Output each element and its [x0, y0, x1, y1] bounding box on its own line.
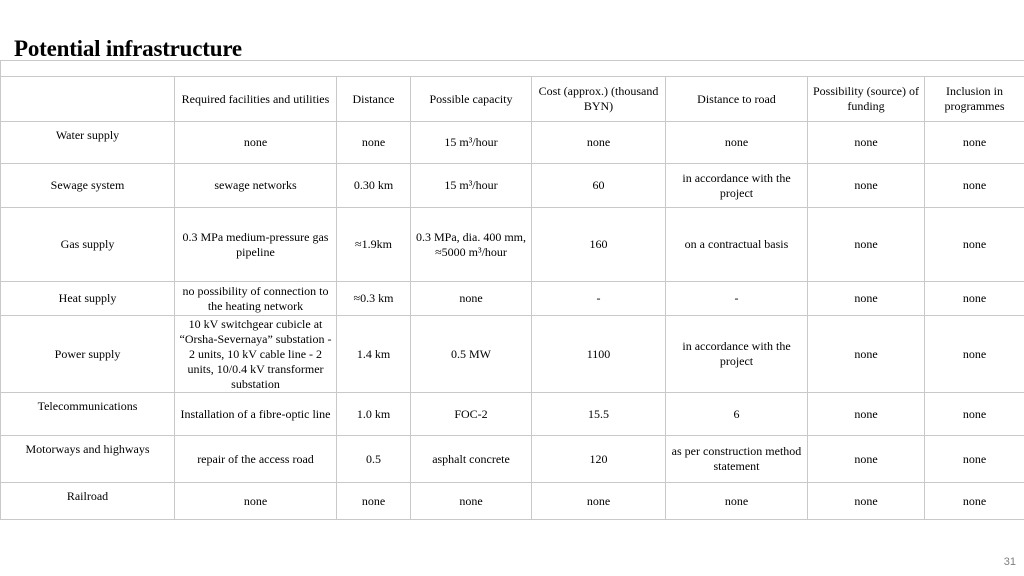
row-name-cell: Water supply — [1, 122, 175, 164]
page-title: Potential infrastructure — [14, 36, 242, 61]
header-cell: Distance to road — [666, 77, 808, 122]
table-cell: on a contractual basis — [666, 208, 808, 282]
table-cell: 15.5 — [532, 393, 666, 436]
table-row — [1, 122, 1024, 164]
row-name-cell: Heat supply — [1, 282, 175, 316]
header-cell: Distance — [337, 77, 411, 122]
table-cell: none — [411, 483, 532, 520]
table-cell: ≈1.9km — [337, 208, 411, 282]
table-cell: 6 — [666, 393, 808, 436]
row-name-cell: Railroad — [1, 483, 175, 520]
table-header-row — [1, 77, 1024, 122]
table-cell: 1100 — [532, 316, 666, 393]
table-cell: 15 m³/hour — [411, 164, 532, 208]
table-row — [1, 282, 1024, 316]
table-cell: none — [175, 483, 337, 520]
table-cell: 120 — [532, 436, 666, 483]
table-cell: 15 m³/hour — [411, 122, 532, 164]
row-name-cell: Sewage system — [1, 164, 175, 208]
table-spacer-row — [1, 61, 1024, 77]
table-cell: none — [808, 122, 925, 164]
table-cell: none — [666, 483, 808, 520]
table-cell: ≈0.3 km — [337, 282, 411, 316]
table-cell: none — [532, 483, 666, 520]
table-cell: none — [925, 208, 1024, 282]
header-cell — [1, 77, 175, 122]
table-cell: none — [337, 483, 411, 520]
row-name-cell: Power supply — [1, 316, 175, 393]
table-cell: none — [808, 393, 925, 436]
table-cell: none — [808, 208, 925, 282]
table-cell: none — [808, 282, 925, 316]
table-cell: 0.30 km — [337, 164, 411, 208]
table-cell: 0.5 MW — [411, 316, 532, 393]
table-cell: none — [411, 282, 532, 316]
table-cell: none — [666, 122, 808, 164]
table-row — [1, 393, 1024, 436]
table-cell: 0.3 MPa medium-pressure gas pipeline — [175, 208, 337, 282]
table-row — [1, 164, 1024, 208]
header-cell: Inclusion in programmes — [925, 77, 1024, 122]
table-row — [1, 208, 1024, 282]
table-cell: none — [925, 122, 1024, 164]
table-cell: FOC-2 — [411, 393, 532, 436]
table-cell: 1.4 km — [337, 316, 411, 393]
table-cell: as per construction method statement — [666, 436, 808, 483]
infrastructure-table-wrapper — [0, 60, 1024, 520]
table-cell: none — [925, 316, 1024, 393]
table-cell: sewage networks — [175, 164, 337, 208]
table-cell: 160 — [532, 208, 666, 282]
table-cell: none — [808, 483, 925, 520]
table-cell: none — [925, 282, 1024, 316]
table-cell: none — [808, 436, 925, 483]
table-cell: 10 kV switchgear cubicle at “Orsha-Severnaya” substation - 2 units, 10 kV cable line - 2 units, 10/0.4 kV transformer substation — [175, 316, 337, 393]
table-cell: in accordance with the project — [666, 316, 808, 393]
header-cell: Possibility (source) of funding — [808, 77, 925, 122]
table-cell: none — [925, 393, 1024, 436]
table-row — [1, 483, 1024, 520]
table-row — [1, 436, 1024, 483]
infrastructure-table — [0, 60, 1024, 520]
header-cell: Possible capacity — [411, 77, 532, 122]
page-number: 31 — [1003, 556, 1016, 568]
table-cell: none — [532, 122, 666, 164]
row-name-cell: Telecommunications — [1, 393, 175, 436]
table-cell: none — [808, 164, 925, 208]
row-name-cell: Gas supply — [1, 208, 175, 282]
table-cell: 60 — [532, 164, 666, 208]
table-cell: none — [925, 164, 1024, 208]
table-cell: none — [337, 122, 411, 164]
table-cell: 1.0 km — [337, 393, 411, 436]
table-cell: none — [925, 436, 1024, 483]
spacer-cell — [1, 61, 1024, 77]
table-cell: Installation of a fibre-optic line — [175, 393, 337, 436]
table-row — [1, 316, 1024, 393]
header-cell: Required facilities and utilities — [175, 77, 337, 122]
table-cell: none — [925, 483, 1024, 520]
table-cell: 0.3 MPa, dia. 400 mm, ≈5000 m³/hour — [411, 208, 532, 282]
header-cell: Cost (approx.) (thousand BYN) — [532, 77, 666, 122]
table-cell: repair of the access road — [175, 436, 337, 483]
row-name-cell: Motorways and highways — [1, 436, 175, 483]
table-cell: - — [666, 282, 808, 316]
table-cell: - — [532, 282, 666, 316]
table-cell: 0.5 — [337, 436, 411, 483]
table-cell: none — [808, 316, 925, 393]
table-cell: none — [175, 122, 337, 164]
table-cell: asphalt concrete — [411, 436, 532, 483]
table-cell: in accordance with the project — [666, 164, 808, 208]
table-cell: no possibility of connection to the heating network — [175, 282, 337, 316]
